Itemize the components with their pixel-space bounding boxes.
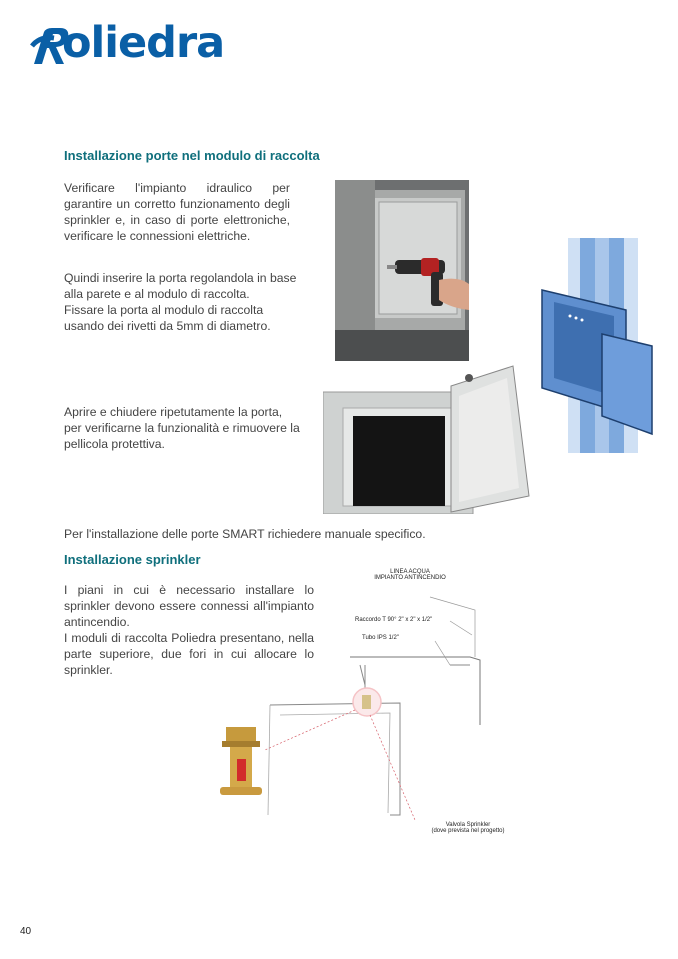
sketch-blue-door-module xyxy=(540,238,660,453)
label-water-line: LINEA ACQUA IMPIANTO ANTINCENDIO xyxy=(374,569,446,581)
paragraph-open-close: Aprire e chiudere ripetutamente la porta, per verificarne la funzionalità e rimuovere la pellicola protettiva. xyxy=(64,405,300,451)
label-sprinkler-valve: Valvola Sprinkler (dove prevista nel progetto) xyxy=(431,822,505,834)
section-title-sprinkler: Installazione sprinkler xyxy=(64,552,201,567)
paragraph-insert: Quindi inserire la porta regolandola in base alla parete e al modulo di raccolta. Fissare la porta al modulo di raccolta usando dei rivetti da 5mm di diametro. xyxy=(64,271,297,333)
smart-doors-note: Per l'installazione delle porte SMART richiedere manuale specifico. xyxy=(64,527,426,541)
label-ips-pipe: Tubo IPS 1/2" xyxy=(362,635,399,641)
page-number: 40 xyxy=(20,926,32,937)
paragraph-modules: I moduli di raccolta Poliedra presentano, nella parte superiore, due fori in cui allocare lo sprinkler. xyxy=(64,631,314,677)
sprinkler-diagram xyxy=(210,565,520,830)
photo-door-drilling xyxy=(335,180,469,361)
section-title-doors: Installazione porte nel modulo di raccolta xyxy=(64,148,320,163)
label-tee-fitting: Raccordo T 90° 2" x 2" x 1/2" xyxy=(355,617,433,623)
paragraph-verify: Verificare l'impianto idraulico per garantire un corretto funzionamento degli sprinkler e, in caso di porte elettroniche, verificare le connessioni elettriche. xyxy=(64,181,290,243)
sprinkler-head-icon xyxy=(220,727,262,795)
brand-logo-text: oliedra xyxy=(62,18,225,68)
paragraph-floors: I piani in cui è necessario installare lo sprinkler devono essere connessi all'impianto antincendio. xyxy=(64,583,314,629)
photo-open-door xyxy=(323,356,533,514)
